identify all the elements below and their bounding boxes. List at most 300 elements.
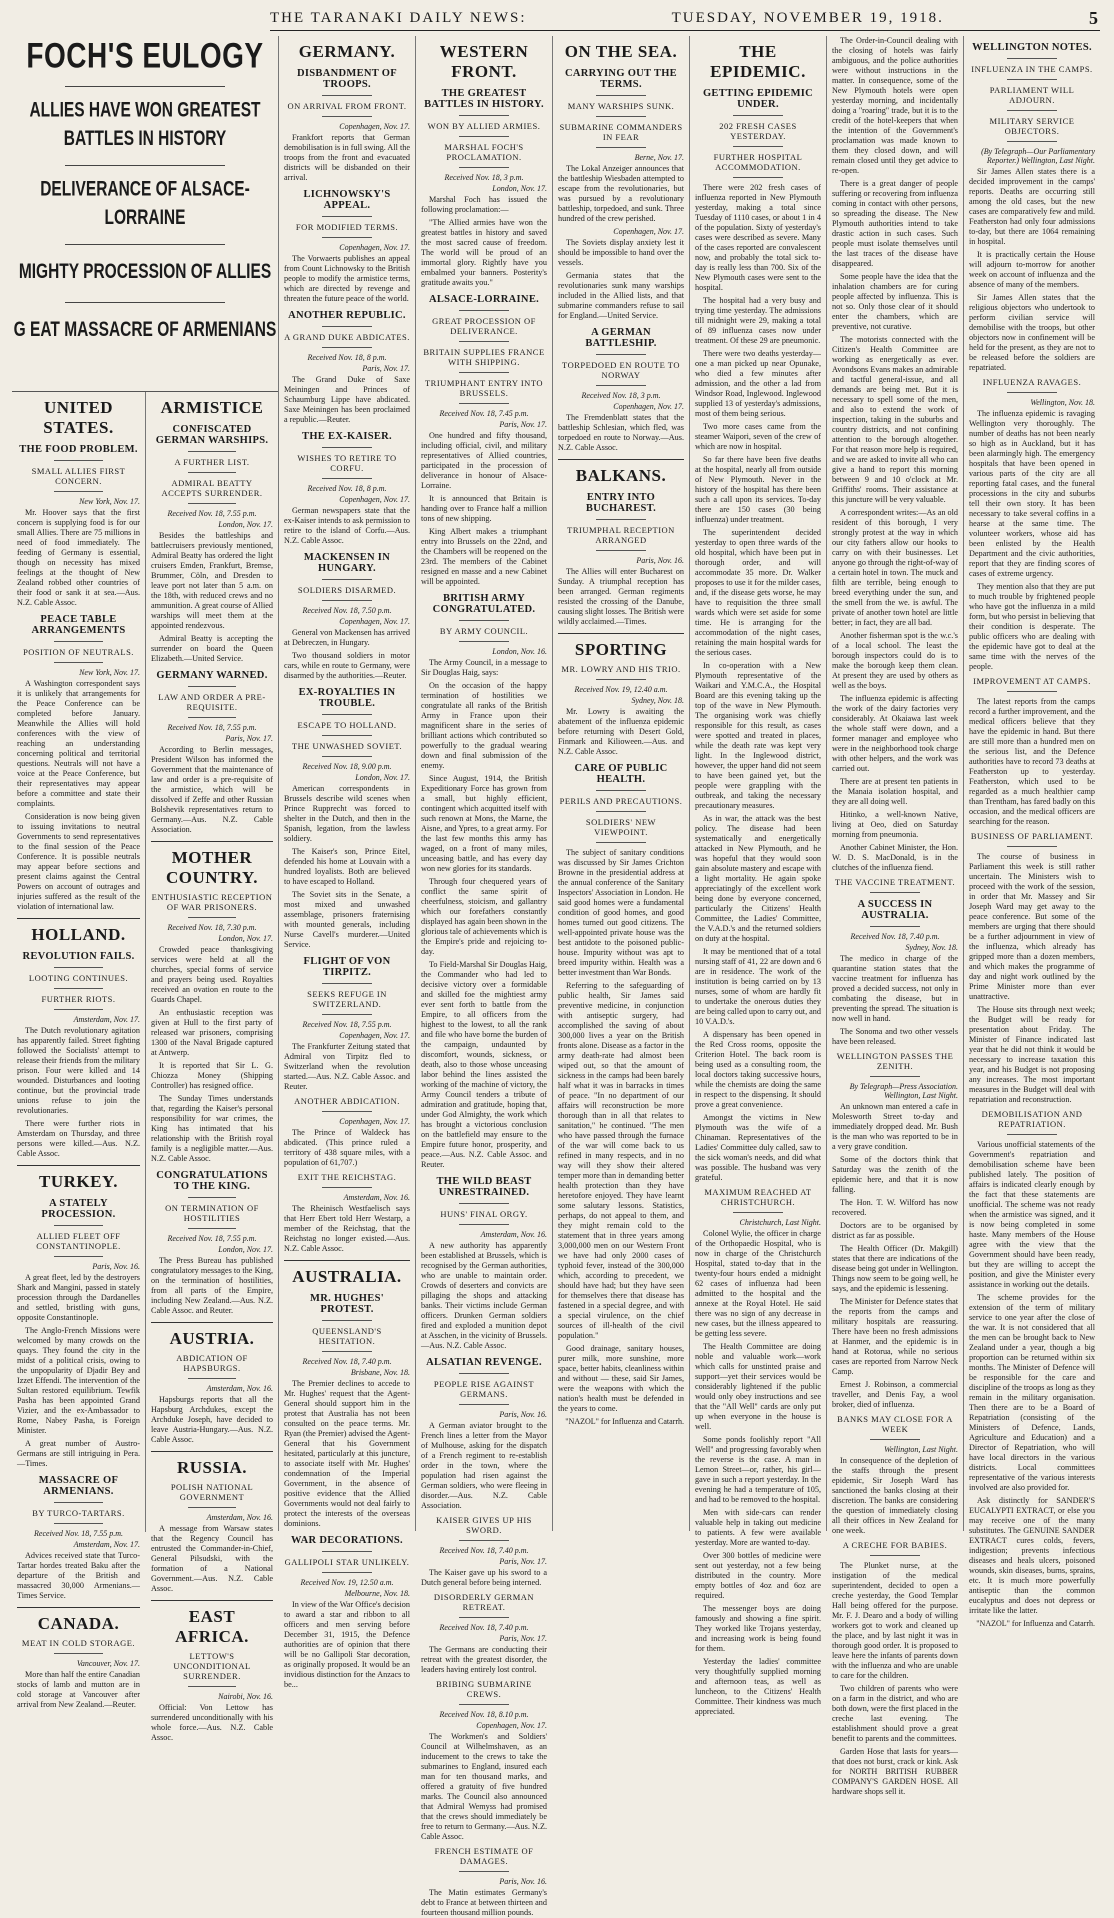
article-paragraph: Official: Von Lettow has surrendered unconditionally with his whole force.—Aus. N.Z. Cable Assoc.	[151, 1703, 273, 1742]
short-rule	[188, 503, 237, 504]
headline: A GERMAN BATTLESHIP.	[585, 327, 657, 349]
column-c7	[826, 36, 963, 1796]
section-heading: HOLLAND.	[31, 925, 126, 944]
subheading: KAISER GIVES UP HIS SWORD.	[436, 1515, 532, 1535]
short-rule	[870, 926, 920, 927]
subheading: SUBMARINE COMMANDERS IN FEAR	[559, 122, 683, 142]
dateline: New York, Nov. 17.	[79, 668, 140, 677]
article-paragraph: A message from Warsaw states that the Regency Council has entrusted the Commander-in-Chief, General Pilsudski, with the formation of a National Government.—Aus. N.Z. Cable Assoc.	[151, 1524, 273, 1593]
short-rule	[459, 1871, 509, 1872]
section-heading: SPORTING	[574, 640, 668, 659]
article-paragraph: In view of the War Office's decision to award a star and ribbon to all officers and men serving before December 31, 1915, the Defence authorities are of opinion that there will be no Gallipoli Star decoration, as originally proposed. It would be an invidious distinction for the Anzacs to be...	[284, 1600, 410, 1689]
headline: MR. HUGHES' PROTEST.	[310, 1293, 384, 1315]
article-paragraph: Admiral Beatty is accepting the surrender on board the Queen Elizabeth.—United Service.	[151, 634, 273, 663]
section-heading: EAST AFRICA.	[175, 1607, 249, 1646]
subheading: ON TERMINATION OF HOSTILITIES	[165, 1203, 259, 1223]
headline: A SUCCESS IN AUSTRALIA.	[857, 899, 933, 921]
column-c5	[552, 36, 689, 1531]
article-paragraph: The Soviets display anxiety lest it should be impossible to hand over the vessels.	[558, 238, 684, 267]
dateline: Wellington, Last Night.	[884, 1445, 958, 1454]
received-line: Received Nov. 18, 9.00 p.m.	[302, 762, 392, 771]
subheading: A GRAND DUKE ABDICATES.	[284, 332, 410, 342]
received-line: Received Nov. 18, 7.55 p.m.	[167, 723, 257, 732]
article-paragraph: The influenza epidemic is affecting the work of the dairy factories very considerably. At Okaiawa last week the whole staff were down, and a former manager and employee who were in the neighborhood took charge with other helpers, and the work was carried out.	[832, 694, 958, 773]
dateline: Paris, Nov. 17.	[499, 420, 547, 429]
subheading: INFLUENZA IN THE CAMPS.	[971, 64, 1093, 74]
headline: THE FOOD PROBLEM.	[19, 444, 138, 455]
short-rule	[596, 95, 646, 96]
subheading: GREAT PROCESSION OF DELIVERANCE.	[432, 316, 536, 336]
subheading: BRITAIN SUPPLIES FRANCE WITH SHIPPING.	[423, 347, 545, 367]
short-rule	[596, 354, 646, 355]
short-rule	[322, 714, 372, 715]
subheading: SEEKS REFUGE IN SWITZERLAND.	[307, 989, 387, 1009]
article-paragraph: Ernest J. Robinson, a commercial traveller, and Denis Fay, a wool broker, died of influenza.	[832, 1380, 958, 1409]
headline: CARRYING OUT THE TERMS.	[565, 68, 677, 90]
short-rule	[459, 136, 509, 137]
subheading: THE VACCINE TREATMENT.	[834, 877, 956, 887]
article-paragraph: In co-operation with a New Plymouth representative of the Waikari and Y.M.C.A., the Hospital Board are this evening taking up the top of the wave in New Plymouth. The organising work was chiefly responsible for this result, as cases were spotted and treated in places, while the death rate was kept very light. In the Inglewood district, however, the upper hand did not seem to have been gained yet, but the people were grappling with the outbreak, and taking the necessary precautionary measures.	[695, 661, 821, 810]
section-heading: RUSSIA.	[176, 1458, 248, 1477]
short-rule	[322, 1351, 372, 1352]
article-paragraph: The messenger boys are doing famously and showing a fine spirit. They worked like Trojans yesterday, and increasing work is being found for them.	[695, 1604, 821, 1653]
article-paragraph: The Vorwaerts publishes an appeal from Count Lichnowsky to the British people to modify the armistice terms, which are directed by revenge and threaten the future peace of the world.	[284, 254, 410, 303]
subheading: FURTHER HOSPITAL ACCOMMODATION.	[713, 152, 803, 172]
short-rule	[322, 216, 372, 217]
article-paragraph: An enthusiastic reception was given at Hull to the first party of released war prisoners, comprising 1300 of the Naval Brigade captured at Antwerp.	[151, 1008, 273, 1057]
dateline: Copenhagen, Nov. 17.	[339, 1031, 410, 1040]
short-rule	[322, 447, 372, 448]
dateline: Nairobi, Nov. 16.	[218, 1692, 273, 1701]
hero-rule	[65, 302, 225, 303]
article-paragraph: The Matin estimates Germany's debt to France at between thirteen and fourteen thousand million pounds.	[421, 1888, 547, 1917]
short-rule	[459, 1617, 509, 1618]
short-rule	[188, 1378, 237, 1379]
subheading: A CRECHE FOR BABIES.	[842, 1540, 948, 1550]
article-paragraph: Garden Hose that lasts for years—that does not burst, crack or kink. Ask for NORTH BRITISH RUBBER COMPANY'S GARDEN HOSE. All hardware shops sell it.	[832, 1747, 958, 1796]
section-heading: ARMISTICE	[160, 398, 264, 417]
subheading: THE UNWASHED SOVIET.	[291, 741, 403, 751]
dateline: Paris, Nov. 16.	[636, 556, 684, 565]
short-rule	[459, 341, 509, 342]
headline: CARE OF PUBLIC HEALTH.	[574, 763, 668, 785]
article-paragraph: King Albert makes a triumphant entry into Brussels on the 22nd, and the Chambers will be reopened on the 23rd. The members of the Cabinet resigned en masse and a new Cabinet will be appointed.	[421, 527, 547, 586]
article-paragraph: The Workmen's and Soldiers' Council at Wilhelmshaven, as an inducement to the crews to take the submarines to England, insured each man for ten thousand marks, and offered a gratuity of five hundred marks. The Council also announced that Admiral Wemyss had promised that the crews should immediately be free to return to Germany.—Aus. N.Z. Cable Assoc.	[421, 1732, 547, 1841]
column-divider	[151, 1322, 273, 1323]
subheading: BY ARMY COUNCIL.	[439, 626, 529, 636]
subheading: ABDICATION OF HAPSBURGS.	[176, 1353, 248, 1373]
headline: EX-ROYALTIES IN TROUBLE.	[298, 687, 396, 709]
short-rule	[322, 1111, 372, 1112]
short-rule	[1007, 392, 1057, 393]
headline: PEACE TABLE ARRANGEMENTS	[31, 614, 126, 636]
received-line: Received Nov. 18, 3 p.m.	[581, 391, 661, 400]
article-paragraph: Over 300 bottles of medicine were sent out yesterday, not a few being distributed in the country. More empty bottles of 4oz and 6oz are required.	[695, 1551, 821, 1600]
subheading: A FURTHER LIST.	[174, 457, 250, 467]
dateline: Copenhagen, Nov. 17.	[613, 402, 684, 411]
headline: LICHNOWSKY'S APPEAL.	[303, 189, 391, 211]
hero-line: ALLIES HAVE WON GREATEST BATTLES IN HISTORY	[29, 99, 261, 151]
subheading: TORPEDOED EN ROUTE TO NORWAY	[562, 360, 680, 380]
short-rule	[188, 1228, 237, 1229]
article-paragraph: It is announced that Britain is handing over to France half a million tons of new shipping.	[421, 494, 547, 523]
article-paragraph: The Press Bureau has published congratulatory messages to the King, on the termination of hostilities, from all parts of the Empire, including New Zealand.—Aus. N.Z. Cable Assoc. and Reuter.	[151, 1256, 273, 1315]
section-heading: BALKANS.	[575, 466, 667, 485]
article-paragraph: An unknown man entered a cafe in Molesworth Street to-day and immediately dropped dead. Mr. Bush is the man who was reported to be in a very grave condition.	[832, 1102, 958, 1151]
subheading: BUSINESS OF PARLIAMENT.	[970, 831, 1094, 841]
column-divider	[151, 1451, 273, 1452]
short-rule	[596, 550, 646, 551]
dateline: Amsterdam, Nov. 17.	[73, 1540, 140, 1549]
short-rule	[322, 1320, 372, 1321]
article-paragraph: According to Berlin messages, President Wilson has informed the Government that the maintenance of law and order is a pre-requisite of the armistice, which will be dissolved if Zeffe and other Russian Bolshevik representatives return to Germany.—Aus. N.Z. Cable Association.	[151, 745, 273, 834]
headline: ALSATIAN REVENGE.	[426, 1357, 542, 1368]
article-paragraph: The Anglo-French Missions were welcomed by many crowds on the quays. They found the city in the midst of a political crisis, owing to the unpopularity of Djadir Bey and Izzet Effendi. The intervention of the Sultan restored equilibrium. Tewfik Pasha has been appointed Grand Vizier, and the ex-Ambassador to Rome, Nabey Pasha, is Foreign Minister.	[17, 1326, 140, 1435]
short-rule	[54, 662, 103, 663]
dateline: Sydney, Nov. 18.	[631, 696, 684, 705]
article-paragraph: The Soviet sits in the Senate, a most mixed and unwashed assemblage, prisoners fraternising with mounted generals, including Nurse Cavell's murderer.—United Service.	[284, 890, 410, 949]
short-rule	[459, 641, 509, 642]
short-rule	[870, 1076, 920, 1077]
article-paragraph: The Health Officer (Dr. Makgill) states that there are indications of the disease being got under in Wellington. Things now seem to be going well, he says, and the epidemic is lessening.	[832, 1244, 958, 1293]
short-rule	[322, 756, 372, 757]
article-paragraph: It is practically certain the House will adjourn to-morrow for another week on account of influenza and the absence of many of the members.	[969, 250, 1095, 289]
subheading: MILITARY SERVICE OBJECTORS.	[989, 116, 1075, 136]
short-rule	[459, 372, 509, 373]
column-divider	[284, 1260, 410, 1261]
headline: CONFISCATED GERMAN WARSHIPS.	[155, 424, 269, 446]
page-number: 5	[1088, 7, 1100, 28]
column-c3	[278, 36, 415, 1689]
short-rule	[1007, 846, 1057, 847]
article-paragraph: Sir James Allen states there is a decided improvement in the camps' reports. Deaths are occurring still among the old cases, but the new cases are comparatively few and mild. Featherston had only four admissions to-day, but there are 1064 remaining in hospital.	[969, 167, 1095, 246]
dateline: Amsterdam, Nov. 16.	[343, 1193, 410, 1202]
section-heading: TURKEY.	[39, 1172, 118, 1191]
article-paragraph: Ask distinctly for SANDER'S EUCALYPTI EXTRACT, or else you may receive one of the many substitutes. The GENUINE SANDER EXTRACT cures colds, fevers, indigestion; prevents infectious diseases and heals ulcers, poisoned wounds, skin diseases, burns, sprains, etc. It is much more powerfully antiseptic than the common eucalyptus and does not depress or irritate like the latter.	[969, 1496, 1095, 1615]
short-rule	[54, 1523, 103, 1524]
short-rule	[54, 1256, 103, 1257]
article-paragraph: The Minister for Defence states that the reports from the camps and military hospitals are reassuring. There have been no fresh admissions at Hanmer, and the epidemic is in hand at Rotorua, while no serious cases are reported from Narrow Neck Camp.	[832, 1297, 958, 1376]
dateline: Melbourne, Nov. 18.	[344, 1589, 410, 1598]
article-paragraph: Two more cases came from the steamer Waipori, seven of the crew of which are now in hospital.	[695, 422, 821, 451]
subheading: PERILS AND PRECAUTIONS.	[559, 796, 683, 806]
subheading: BY TURCO-TARTARS.	[32, 1508, 125, 1518]
dateline: Amsterdam, Nov. 16.	[206, 1513, 273, 1522]
dateline: London, Nov. 17.	[218, 1245, 273, 1254]
received-line: Received Nov. 18, 7.40 p.m.	[850, 932, 940, 941]
short-rule	[322, 1551, 372, 1552]
headline: THE EX-KAISER.	[302, 431, 392, 442]
article-paragraph: A correspondent writes:—As an old resident of this borough, I very strongly protest at the way in which our city fathers allow our hooks to carry on with their businesses. Let anyone go through the right-of-way of a certain hotel in town. The muck and filth are terrible, being enough to breed everything under the sun, and the smell from the we. is awful. The private of another town hotel are little better; in fact, they are all bad.	[832, 508, 958, 627]
subheading: SOLDIERS DISARMED.	[297, 585, 397, 595]
article-paragraph: The Fremdenblatt states that the battleship Schlesian, which fled, was torpedoed en route to Norway.—Aus. N.Z. Cable Assoc.	[558, 413, 684, 452]
column-c4	[415, 36, 552, 1917]
article-paragraph: Some ponds foolishly report "All Well" and progressing favorably when the reverse is the case. A man in Lemon Street—or, rather, his girl—gave in such a report yesterday. In the evening he had a temperature of 105, and had to be removed to the hospital.	[695, 1435, 821, 1504]
subheading: BANKS MAY CLOSE FOR A WEEK	[837, 1414, 953, 1434]
column-c6	[689, 36, 826, 1716]
article-paragraph: A Washington correspondent says it is unlikely that arrangements for the Peace Conference can be completed before January. Meanwhile the Allies will hold conferences with the view of reaching an understanding concerning political and territorial questions. Neutrals will not have a voice at the Peace Conference, but their representatives may appear before a committee and state their complaints.	[17, 679, 140, 808]
headline: BRITISH ARMY CONGRATULATED.	[432, 593, 536, 615]
dateline: Amsterdam, Nov. 16.	[206, 1384, 273, 1393]
short-rule	[733, 177, 783, 178]
subheading: WELLINGTON PASSES THE ZENITH.	[836, 1051, 954, 1071]
article-paragraph: Two thousand soldiers in motor cars, while en route to Germany, were disarmed by the authorities.—Reuter.	[284, 651, 410, 680]
headline: REVOLUTION FAILS.	[22, 951, 135, 962]
dateline: London, Nov. 17.	[218, 520, 273, 529]
short-rule	[596, 842, 646, 843]
article-paragraph: Sir James Allen states that the religious objectors who undertook to perform civilian service will demobilise with the troops, but other objectors now in confinement will be held for the present, as they are not to be released before the soldiers are repatriated.	[969, 293, 1095, 372]
short-rule	[54, 491, 103, 492]
article-paragraph: The Germans are conducting their retreat with the greatest disorder, the leaders having entirely lost control.	[421, 1645, 547, 1674]
dateline: Copenhagen, Nov. 17.	[339, 1117, 410, 1126]
short-rule	[322, 478, 372, 479]
article-paragraph: Crowded peace thanksgiving services were held at all the churches, special forms of service and prayers being used. Royalties received an ovation en route to the Guards Chapel.	[151, 945, 273, 1004]
article-paragraph: A great number of Austro-Germans are still intriguing in Pera.—Times.	[17, 1439, 140, 1468]
column-divider	[151, 1600, 273, 1601]
article-paragraph: A new authority has apparently been established at Brussels, which is recognised by the German authorities, who are unable to maintain order. Crowds of deserters and convicts are pillaging the shops and attacking banks. Their victims include German officers. Drunken German soldiers fired and exploded a munition depot at Asschen, in the vicinity of Brussels.—Aus. N.Z. Cable Assoc.	[421, 1241, 547, 1350]
article-paragraph: The Lokal Anzeiger announces that the battleship Wiesbaden attempted to escape from the revolutionaries, but was pursued by a revolutionary battleship, torpedoed, and sunk. Three hundred of the crew perished.	[558, 164, 684, 223]
short-rule	[459, 167, 509, 168]
dateline: Paris, Nov. 16.	[499, 1410, 547, 1419]
short-rule	[322, 347, 372, 348]
short-rule	[1007, 110, 1057, 111]
subheading: INFLUENZA RAVAGES.	[982, 377, 1082, 387]
right-columns	[278, 36, 1102, 1917]
short-rule	[54, 1009, 103, 1010]
hero-title: FOCH'S EULOGY	[26, 36, 264, 75]
dateline: New York, Nov. 17.	[79, 497, 140, 506]
dateline: London, Nov. 17.	[492, 184, 547, 193]
article-paragraph: On the occasion of the happy termination of hostilities we congratulate all ranks of the British Army in France upon their magnificent share in the series of brilliant actions which contributed so powerfully to the gradual wearing down and final submission of the enemy.	[421, 681, 547, 770]
subheading: TRIUMPHAL RECEPTION ARRANGED	[567, 525, 675, 545]
dateline: Copenhagen, Nov. 17.	[339, 122, 410, 131]
short-rule	[596, 519, 646, 520]
article-paragraph: Mr. Hoover says that the first concern is supplying food is for our small Allies. There are 75 millions in need of food immediately. The feeding of Germany is essential, though on necessity has mixed feelings at the thought of New Zealand robbed other countries of their food or sank it at sea.—Aus. N.Z. Cable Assoc.	[17, 508, 140, 607]
subheading: GALLIPOLI STAR UNLIKELY.	[284, 1557, 410, 1567]
short-rule	[322, 735, 372, 736]
subheading: ALLIED FLEET OFF CONSTANTINOPLE.	[36, 1231, 121, 1251]
article-paragraph: The Order-in-Council dealing with the closing of hotels was fairly ambiguous, and the police authorities were without instructions in the matter. In consequence, some of the New Plymouth hotels were open yesterday morning, and incidentally doing a "roaring" trade, but it is to the credit of the hotel-keepers that when the intention of the Government's proclamation was made known to them they closed down, and will remain closed until they get advice to re-open.	[832, 36, 958, 175]
article-paragraph: They mention also that they are put to much trouble by frightened people who have got the influenza in a mild form, but who persist in believing that their condition is desperate. The public officers who are dealing with the epidemic have got to deal at the same time with the nerves of the people.	[969, 582, 1095, 671]
headline: FLIGHT OF VON TIRPITZ.	[303, 956, 391, 978]
dateline: Paris, Nov. 16.	[92, 1262, 140, 1271]
dateline: Berne, Nov. 17.	[634, 153, 684, 162]
article-paragraph: The Rheinisch Westfaelisch says that Herr Ebert told Herr Westarp, a member of the Reichstag, that the Reichstag no longer existed.—Aus. N.Z. Cable Assoc.	[284, 1204, 410, 1253]
received-line: Received Nov. 19, 12.40 a.m.	[574, 685, 668, 694]
article-paragraph: There were 202 fresh cases of influenza reported in New Plymouth yesterday, making a total since Tuesday of 1110 cases, or about 1 in 4 of the population. Sixty of yesterday's cases were described as severe. Many of the cases reported are convalescent now, and probably the total sick to-day is really less than 700. Six of the New Plymouth cases were sent to the hospital.	[695, 183, 821, 292]
subheading: POSITION OF NEUTRALS.	[23, 647, 134, 657]
short-rule	[733, 146, 783, 147]
article-paragraph: The latest reports from the camps record a further improvement, and the medical officers believe that they have the epidemic in hand. But there are still more than a hundred men on the serious list, and the Defence authorities have to record 73 deaths at Featherston up to yesterday. Featherston, which used to be regarded as a much healthier camp than Trentham, has fared badly on this occasion, and the medical officers are searching for the reason.	[969, 697, 1095, 826]
subheading: WON BY ALLIED ARMIES.	[427, 121, 541, 131]
article-paragraph: The course of business in Parliament this week is still rather uncertain. The Ministers wish to proceed with the work of the session, in order that Mr. Massey and Sir Joseph Ward may get away to the peace conference. But some of the members are urging that there should be a further adjournment in view of the influenza, which already has gripped more than a dozen members, and which makes the programme of day and night work outlined by the Prime Minister more than ever unattractive.	[969, 852, 1095, 1001]
headline: THE GREATEST BATTLES IN HISTORY.	[424, 88, 544, 110]
article-paragraph: A great fleet, led by the destroyers Shark and Mangini, passed in stately procession through the Dardanelles and settled, bristling with guns, opposite Constantinople.	[17, 1273, 140, 1322]
section-heading: MOTHER COUNTRY.	[165, 848, 259, 887]
section-heading: AUSTRALIA.	[292, 1267, 402, 1286]
column-divider	[151, 841, 273, 842]
subheading: TRIUMPHANT ENTRY INTO BRUSSELS.	[424, 378, 543, 398]
short-rule	[54, 1502, 103, 1503]
article-paragraph: Advices received state that Turco-Tartar hordes treated Baku after the departure of the British and massacred 30,000 Armenians.—Times Service.	[17, 1551, 140, 1600]
article-paragraph: There are at present ten patients in the Manaia isolation hospital, and they are all doing well.	[832, 777, 958, 806]
section-heading: GERMANY.	[298, 42, 396, 61]
column-c8	[963, 36, 1100, 1628]
short-rule	[322, 237, 372, 238]
dateline: Paris, Nov. 17.	[499, 1557, 547, 1566]
article-paragraph: Various unofficial statements of the Government's repatriation and demobilisation scheme have been published lately. The position of affairs is indicated clearly enough by the fact that these statements are unofficial. The scheme was not ready when the armistice was signed, and it is now being completed in some haste. Many members of the House agree with the view that the Government should have been ready, but they are willing to accept the position, and give the Minister every assistance in working out the details.	[969, 1140, 1095, 1289]
dateline: Amsterdam, Nov. 17.	[73, 1015, 140, 1024]
subheading: MANY WARSHIPS SUNK.	[567, 101, 675, 111]
article-paragraph: The Prince of Waldeck has abdicated. (This prince ruled a territory of 438 square miles, with a population of 61,707.)	[284, 1128, 410, 1167]
headline: GETTING EPIDEMIC UNDER.	[702, 88, 814, 110]
article-paragraph: Mr. Lowry is awaiting the abatement of the influenza epidemic before returning with Desert Gold, Finmark and Kilioween.—Aus. and N.Z. Cable Assoc.	[558, 707, 684, 756]
subheading: EXIT THE REICHSTAG.	[297, 1172, 397, 1182]
received-line: Received Nov. 18, 7.50 p.m.	[302, 606, 392, 615]
masthead	[270, 6, 1100, 31]
subheading: FOR MODIFIED TERMS.	[295, 222, 399, 232]
short-rule	[322, 1187, 372, 1188]
dateline: Amsterdam, Nov. 16.	[480, 1230, 547, 1239]
article-paragraph: More than half the entire Canadian stocks of lamb and mutton are in cold storage at Vancouver after arrival from New Zealand.—Reuter.	[17, 1670, 140, 1709]
received-line: Received Nov. 18, 8 p.m.	[307, 484, 387, 493]
advert-line: "NAZOL" for Influenza and Catarrh.	[565, 1417, 684, 1426]
headline: MACKENSEN IN HUNGARY.	[303, 552, 391, 574]
article-paragraph: Hapsburgs reports that all the Hapsburg Archdukes, except the Archduke Joseph, have decided to leave Austria-Hungary.—Aus. N.Z. Cable Assoc.	[151, 1395, 273, 1444]
subheading: ENTHUSIASTIC RECEPTION OF WAR PRISONERS.	[151, 892, 273, 912]
article-paragraph: The Premier declines to accede to Mr. Hughes' request that the Agent-General should support him in the protest that Australia has not been consulted on the peace terms. Mr. Ryan (the Premier) advised the Agent-General that his Government hesitated, particularly at this juncture, to associate itself with Mr. Hughes' condemnation of the Imperial Government, in the absence of positive evidence that the Allied Governments would not deal fairly to protect the interests of the overseas dominions.	[284, 1379, 410, 1528]
hero-line: DELIVERANCE OF ALSACE-LORRAINE	[40, 177, 250, 230]
column-divider	[558, 459, 684, 460]
short-rule	[322, 95, 372, 96]
short-rule	[1007, 141, 1057, 142]
dateline: Vancouver, Nov. 17.	[76, 1659, 140, 1668]
short-rule	[733, 1212, 783, 1213]
short-rule	[870, 1555, 920, 1556]
article-paragraph: There were further riots in Amsterdam on Thursday, and three persons were killed.—Aus. N.Z. Cable Assoc.	[17, 1119, 140, 1158]
article-paragraph: It may be mentioned that of a total nursing staff of 41, 22 are down and 6 are in residence. The work of the institution is being carried on by 13 nurses, some of whom are hardly fit to undertake the onerous duties they are being called upon to carry out, and 10 V.A.D.'s.	[695, 947, 821, 1026]
short-rule	[54, 967, 103, 968]
dateline: London, Nov. 17.	[218, 934, 273, 943]
short-rule	[459, 1404, 509, 1405]
short-rule	[188, 451, 237, 452]
article-paragraph: German newspapers state that the ex-Kaiser intends to ask permission to retire to the island of Corfu.—Aus. N.Z. Cable Assoc.	[284, 506, 410, 545]
short-rule	[596, 811, 646, 812]
section-heading: WESTERN FRONT.	[439, 42, 529, 81]
short-rule	[322, 600, 372, 601]
article-paragraph: One hundred and fifty thousand, including official, civil, and military representatives of Allied countries, participated in the procession of deliverance in honour of Alsace-Lorraine.	[421, 431, 547, 490]
subheading: ON ARRIVAL FROM FRONT.	[287, 101, 407, 111]
received-line: Received Nov. 18, 8.10 p.m.	[439, 1710, 529, 1719]
article-paragraph: The Kaiser gave up his sword to a Dutch general before being interned.	[421, 1568, 547, 1587]
subheading: PEOPLE RISE AGAINST GERMANS.	[433, 1379, 535, 1399]
article-paragraph: So far there have been five deaths at the hospital, nearly all from outside of New Plymouth. Never in the history of the hospital has there been such a call upon its services. To-day there are 150 cases (30 being influenza) under treatment.	[695, 455, 821, 524]
short-rule	[322, 579, 372, 580]
section-heading: THE EPIDEMIC.	[710, 42, 806, 81]
short-rule	[322, 1014, 372, 1015]
article-paragraph: To Field-Marshal Sir Douglas Haig, the Commander who had led to decisive victory over a formidable and skilled foe the mightiest army ever sent forth to battle from the Empire, to all officers from the highest to the lowest, to all the rank and file who have borne the burden of the campaign, undaunted by discomfort, wounds, sickness, or death, also to those whose unceasing labor behind the lines assisted the working of the machine of victory, the Army Council tenders a tribute of admiration and gratitude, hoping that, under God Almighty, the work which has brought a victorious conclusion on the battlefield may ensure to the Empire future honor, prosperity, and peace.—Aus. N.Z. Cable Assoc. and Reuter.	[421, 960, 547, 1169]
masthead-title: THE TARANAKI DAILY NEWS:	[270, 9, 527, 26]
received-line: Received Nov. 18, 7.30 p.m.	[167, 923, 257, 932]
article-paragraph: Some people have the idea that the inhalation chambers are for curing people affected by influenza. This is not so. Only those clear of it should enter the chambers, which are preventive, not curative.	[832, 272, 958, 331]
short-rule	[54, 1653, 103, 1654]
subheading: HUNS' FINAL ORGY.	[440, 1209, 528, 1219]
short-rule	[188, 717, 237, 718]
short-rule	[459, 1704, 509, 1705]
short-rule	[459, 310, 509, 311]
short-rule	[188, 1197, 237, 1198]
received-line: Received Nov. 18, 7.40 p.m.	[439, 1623, 529, 1632]
subheading: SMALL ALLIES FIRST CONCERN.	[31, 466, 126, 486]
dateline: Copenhagen, Nov. 17.	[339, 243, 410, 252]
article-paragraph: The superintendent decided yesterday to open three wards of the old hospital, which have been put in thorough order, and will accommodate 35 more. Dr. Walker proposes to use it for the milder cases, and, if the disease gets worse, he may have to requisition the three small wards which were set aside for some time. He is arranging for the accommodation of the night cases, retaining the main hospital wards for the serious cases.	[695, 528, 821, 657]
short-rule	[459, 1203, 509, 1204]
article-paragraph: Consideration is now being given to issuing invitations to neutral Governments to send representatives to the final session of the Peace Conference. It is possible neutrals may appear before sections and present claims against the Central Powers on account of outrages and injuries suffered as the result of the violation of international law.	[17, 812, 140, 911]
short-rule	[459, 403, 509, 404]
headline: THE WILD BEAST UNRESTRAINED.	[436, 1176, 532, 1198]
short-rule	[188, 1507, 237, 1508]
headline: A STATELY PROCESSION.	[41, 1198, 116, 1220]
article-paragraph: Some of the doctors think that Saturday was the zenith of the epidemic here, and that it is now falling.	[832, 1155, 958, 1194]
hero-rule	[65, 165, 225, 166]
subheading: DEMOBILISATION AND REPATRIATION.	[981, 1109, 1083, 1129]
short-rule	[54, 460, 103, 461]
short-rule	[459, 115, 509, 116]
article-paragraph: There is a great danger of people suffering or recovering from influenza coming in contact with other persons, so spreading the disease. The New Plymouth authorities intend to take drastic action in such cases. Such people must isolate themselves until the last traces of the disease have disappeared.	[832, 179, 958, 268]
article-paragraph: The medico in charge of the quarantine station states that the vaccine treatment for influenza has proved a decided success, not only in combating the disease, but in preventing the spread. The situation is now well in hand.	[832, 954, 958, 1023]
short-rule	[188, 917, 237, 918]
short-rule	[459, 1540, 509, 1541]
short-rule	[596, 679, 646, 680]
article-paragraph: Amongst the victims in New Plymouth was the wife of a Chinaman. Representatives of the Ladies' Committee duly called, saw to the sick woman's needs, and did what was possible. The husband was very grateful.	[695, 1113, 821, 1182]
hero-line: MIGHTY PROCESSION OF ALLIES	[18, 260, 272, 284]
subheading: ANOTHER ABDICATION.	[294, 1096, 400, 1106]
headline: ENTRY INTO BUCHAREST.	[585, 492, 657, 514]
article-paragraph: Marshal Foch has issued the following proclamation:—	[421, 195, 547, 214]
article-paragraph: The subject of sanitary conditions was discussed by Sir James Crichton Browne in the presidential address at the annual conference of the Sanitary Inspectors' Association in London. He said good homes were a fundamental condition of good homes, and good homes turned out good citizens. The well-appointed private house was the best antidote to the poisoned public-house. Impurity without was apt to breed impurity within. Health was a better investment than War Bonds.	[558, 848, 684, 977]
article-paragraph: As in war, the attack was the best policy. The disease had been systematically and energetically attacked in New Plymouth, and he was hopeful that they would soon gain absolute mastery and escape with a light mortality. He again spoke appreciatingly of the excellent work being done by everyone concerned, particularly the Citizens' Health Committee, the Ladies' Committee, the V.A.D.'s and the returned soldiers on duty at the hospital.	[695, 814, 821, 943]
received-line: Received Nov. 18, 7.55 p.m.	[302, 1020, 392, 1029]
headline: CONGRATULATIONS TO THE KING.	[156, 1170, 268, 1192]
article-paragraph: A dispensary has been opened in the Red Cross rooms, opposite the Criterion Hotel. The back room is being used as a consulting room, the local doctors taking successive hours, while the chemists are doing the same in respect to the dispensing. It should prove a great convenience.	[695, 1030, 821, 1109]
article-paragraph: There were two deaths yesterday—one a man picked up near Opunake, who died a few minutes after admission, and the other a lad from Windsor Road, Inglewood. Inglewood supplied 13 of yesterday's admissions, most of them being serious.	[695, 349, 821, 418]
short-rule	[322, 326, 372, 327]
subheading: SOLDIERS' NEW VIEWPOINT.	[585, 817, 657, 837]
short-rule	[870, 1439, 920, 1440]
article-paragraph: The Dutch revolutionary agitation has apparently failed. Street fighting followed the Socialists' attempt to release their friends from the military prison. Four were killed and 14 wounded. Disturbances and looting continue, but the provincial trade unions refuse to join the revolutionaries.	[17, 1026, 140, 1115]
dateline: Copenhagen, Nov. 17.	[339, 495, 410, 504]
dateline: London, Nov. 17.	[355, 773, 410, 782]
article-paragraph: The Frankfurter Zeitung stated that Admiral von Tirpitz fled to Switzerland when the revolution started.—Aus. N.Z. Cable Assoc. and Reuter.	[284, 1042, 410, 1091]
short-rule	[459, 620, 509, 621]
section-heading: ON THE SEA.	[564, 42, 678, 61]
article-paragraph: Another Cabinet Minister, the Hon. W. D. S. MacDonald, is in the clutches of the influenza fiend.	[832, 843, 958, 872]
article-paragraph: The House sits through next week; the Budget will be ready for presentation about Friday. The Minister of Finance indicated last year that he did not think it would be necessary to increase taxation this year, and his Budget is not proposing any increases. The most important measures in the Budget will deal with repatriation and reconstruction.	[969, 1005, 1095, 1104]
article-paragraph: Referring to the safeguarding of public health, Sir James said preventive medicine, in conjunction with antiseptic surgery, had accomplished the saving of about 300,000 lives a year on the British fronts alone. Disease as a factor in the army death-rate had almost been wiped out, so that the amount of sickness in the camps had been barely half what it was in barracks in times of peace. "In no department of our affairs will reconstruction be more thorough than in all that relates to sanitation," he continued. "The men who have passed through the furnace of the war will come back to us refined in many respects, and in no way will they show their altered temper more than in demanding better health protection than they have heretofore enjoyed. They have learnt some salutary lessons. Statistics, perhaps, do not appeal to them, and they might remain cold to the statement that in three years among 3,000,000 men on our Western Front we have had only 2000 cases of typhoid fever, instead of the 300,000 which, according to precedent, we should have had; but they have seen for themselves there that disease has fastened in a special degree, and with a special virulence, on the chief sources of ill-health of the civil population."	[558, 981, 684, 1340]
headline: ANOTHER REPUBLIC.	[288, 310, 406, 321]
hero-headline-block	[12, 36, 278, 391]
subheading: WISHES TO RETIRE TO CORFU.	[297, 453, 397, 473]
article-paragraph: Men with side-cars can render valuable help in taking out medicine to patients. A few were available yesterday. More are wanted to-day.	[695, 1508, 821, 1547]
article-paragraph: The Plunket nurse, at the instigation of the medical superintendent, decided to open a creche yesterday, the Good Templar Hall being offered for the purpose. Mr. F. J. Dearo and a body of willing workers got to work and cleaned up the place, and by last night it was in thorough good order. It is proposed to leave here the infants of parents down with the influenza and who are unable to care for the children.	[832, 1561, 958, 1680]
short-rule	[54, 988, 103, 989]
subheading: LOOTING CONTINUES.	[28, 973, 129, 983]
received-line: Received Nov. 18, 3 p.m.	[444, 173, 524, 182]
received-line: Received Nov. 18, 7.55 p.m.	[34, 1529, 123, 1538]
article-paragraph: Hitinko, a well-known Native, living at Oeo, died on Saturday morning from pneumonia.	[832, 810, 958, 839]
masthead-date: TUESDAY, NOVEMBER 19, 1918.	[671, 9, 944, 26]
received-line: Received Nov. 18, 7.40 p.m.	[439, 1546, 529, 1555]
